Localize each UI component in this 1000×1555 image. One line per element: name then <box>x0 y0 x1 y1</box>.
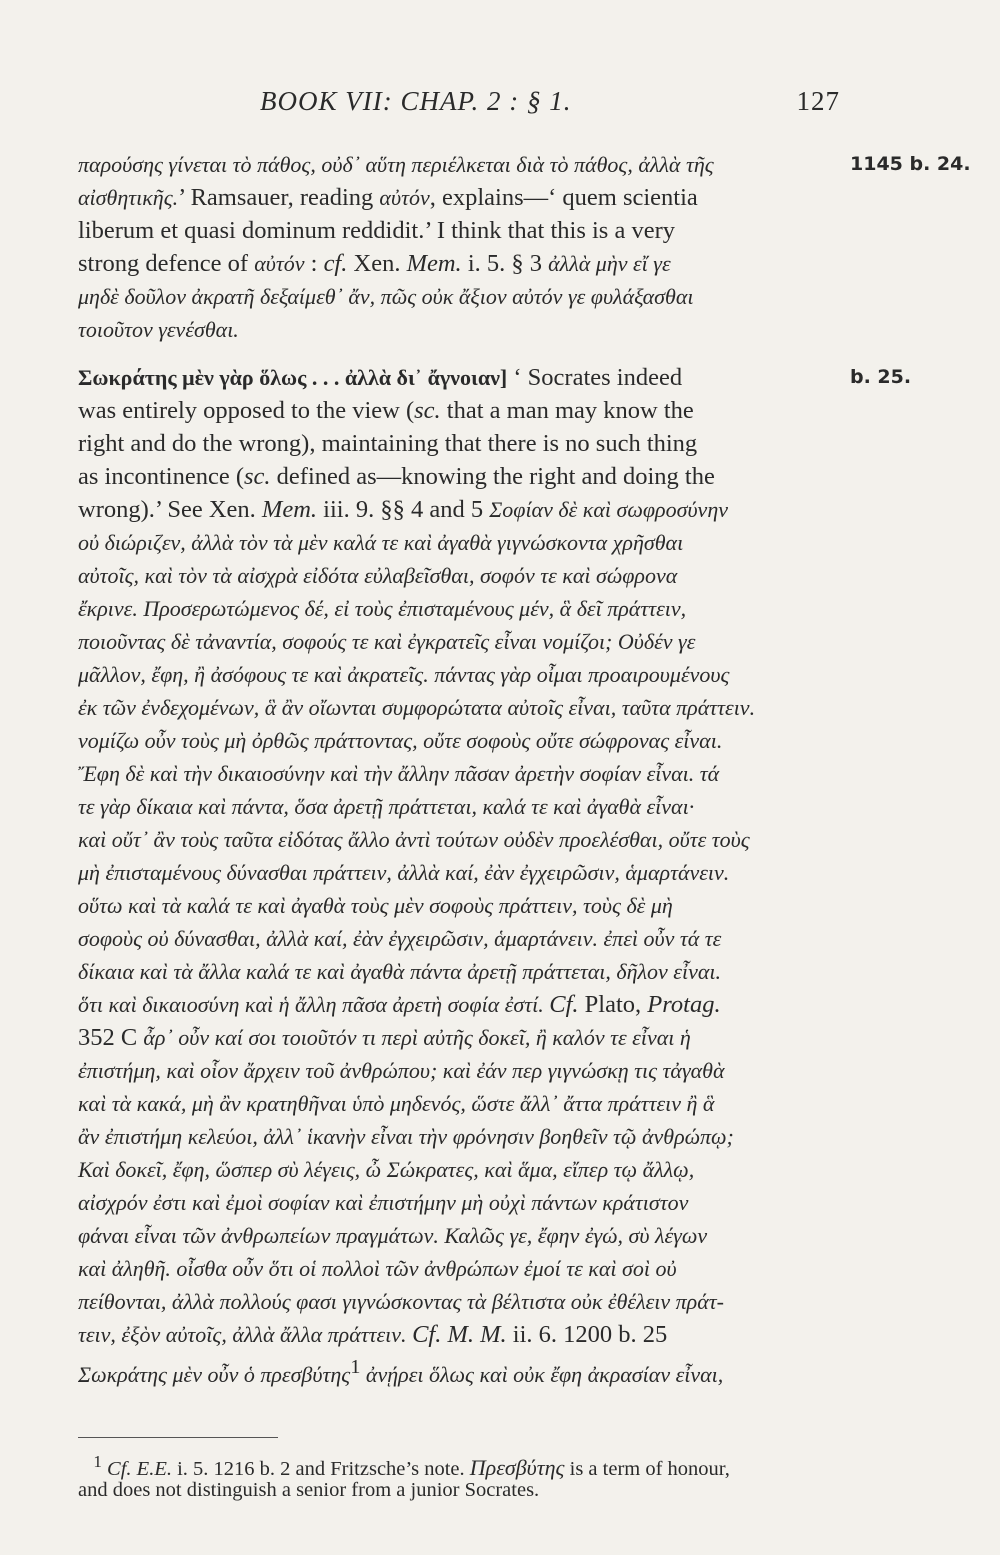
page-number: 127 <box>796 86 840 116</box>
text-line: πείθονται, ἀλλὰ πολλούς φασι γιγνώσκοντας τὰ βέλτιστα οὐκ ἐθέλειν πράτ- <box>78 1289 724 1314</box>
lemma-line: Σωκράτης μὲν γὰρ ὅλως . . . ἀλλὰ δι᾽ ἄγνοιαν] ‘ Socrates indeed b. 25. <box>78 361 840 394</box>
text-line: δίκαια καὶ τὰ ἄλλα καλά τε καὶ ἀγαθὰ πάντα ἀρετῇ πράττεται, δῆλον εἶναι. <box>78 959 722 984</box>
margin-reference: 1145 b. 24. <box>850 153 971 175</box>
text-line: μηδὲ δοῦλον ἀκρατῆ δεξαίμεθ᾽ ἄν, πῶς οὐκ ἄξιον αὐτόν γε φυλάξασθαι <box>78 284 694 309</box>
text-line: τοιοῦτον γενέσθαι. <box>78 317 239 342</box>
text-line: liberum et quasi dominum reddidit.’ I think that this is a very <box>78 217 675 244</box>
text-line: καὶ τὰ κακά, μὴ ἂν κρατηθῆναι ὑπὸ μηδενός, ὥστε ἄλλ᾽ ἄττα πράττειν ἢ ἃ <box>78 1091 715 1116</box>
text-line: καὶ οὔτ᾽ ἂν τοὺς ταῦτα εἰδότας ἄλλο ἀντὶ τούτων οὐδὲν προελέσθαι, οὔτε τοὺς <box>78 827 750 852</box>
footnote-line: $^1$ Cf. E.E. i. 5. 1216 b. 2 and Fritzsche’s note. Πρεσβύτης is a term of honour, <box>93 1452 730 1480</box>
text-line: ὅτι καὶ δικαιοσύνη καὶ ἡ ἄλλη πᾶσα ἀρετὴ σοφία ἐστί. Cf. Plato, Protag. <box>78 991 721 1018</box>
text-line: Καὶ δοκεῖ, ἔφη, ὥσπερ σὺ λέγεις, ὦ Σώκρατες, καὶ ἅμα, εἴπερ τῳ ἄλλῳ, <box>78 1157 695 1182</box>
text-line: ἐπιστήμη, καὶ οἷον ἄρχειν τοῦ ἀνθρώπου; καὶ ἐάν περ γιγνώσκῃ τις τἀγαθὰ <box>78 1058 725 1083</box>
text-line: οὕτω καὶ τὰ καλά τε καὶ ἀγαθὰ τοὺς μὲν σοφοὺς πράττειν, τοὺς δὲ μὴ <box>78 893 673 918</box>
footnote-marker: 1 <box>350 1356 361 1378</box>
text-line: wrong).’ See Xen. Mem. iii. 9. §§ 4 and 5 Σοφίαν δὲ καὶ σωφροσύνην <box>78 496 728 523</box>
footnote-line: and does not distinguish a senior from a junior Socrates. <box>78 1479 540 1501</box>
lemma: Σωκράτης μὲν γὰρ ὅλως . . . ἀλλὰ δι᾽ ἄγνοιαν] <box>78 365 508 390</box>
footnotes <box>78 1437 840 1504</box>
text-line: τειν, ἐξὸν αὐτοῖς, ἀλλὰ ἄλλα πράττειν. Cf. M. M. ii. 6. 1200 b. 25 <box>78 1321 668 1348</box>
running-title: BOOK VII: CHAP. 2 : § 1. <box>260 86 572 116</box>
text-line: ποιοῦντας δὲ τἀναντία, σοφούς τε καὶ ἐγκρατεῖς εἶναι νομίζοι; Οὐδέν γε <box>78 629 696 654</box>
text-line: Σωκράτης μὲν οὖν ὁ πρεσβύτης$^1$ ἀνῄρει ὅλως καὶ οὐκ ἔφη ἀκρασίαν εἶναι, <box>78 1356 724 1388</box>
text-line: ἐκ τῶν ἐνδεχομένων, ἃ ἂν οἴωνται συμφορώτατα αὐτοῖς εἶναι, ταῦτα πράττειν. <box>78 695 756 720</box>
text-line: strong defence of αὐτόν : cf. Xen. Mem. i. 5. § 3 ἀλλὰ μὴν εἴ γε <box>78 250 671 277</box>
text-line: σοφοὺς οὐ δύνασθαι, ἀλλὰ καί, ἐὰν ἐγχειρῶσιν, ἁμαρτάνειν. ἐπεὶ οὖν τά τε <box>78 926 722 951</box>
text-line: right and do the wrong), maintaining that there is no such thing <box>78 430 698 457</box>
text-line: παρούσης γίνεται τὸ πάθος, οὐδ᾽ αὕτη περιέλκεται διὰ τὸ πάθος, ἀλλὰ τῆς 1145 b. 24. <box>78 148 840 181</box>
text-line: μᾶλλον, ἔφη, ἢ ἀσόφους τε καὶ ἀκρατεῖς. πάντας γὰρ οἶμαι προαιρουμένους <box>78 662 730 687</box>
running-header <box>260 86 840 117</box>
text-line: μὴ ἐπισταμένους δύνασθαι πράττειν, ἀλλὰ καί, ἐὰν ἐγχειρῶσιν, ἁμαρτάνειν. <box>78 860 730 885</box>
text-line: φάναι εἶναι τῶν ἀνθρωπείων πραγμάτων. Καλῶς γε, ἔφην ἐγώ, σὺ λέγων <box>78 1223 708 1248</box>
text-line: τε γὰρ δίκαια καὶ πάντα, ὅσα ἀρετῇ πράττεται, καλά τε καὶ ἀγαθὰ εἶναι· <box>78 794 695 819</box>
text-line: was entirely opposed to the view (sc. that a man may know the <box>78 397 694 424</box>
text-line: οὐ διώριζεν, ἀλλὰ τὸν τὰ μὲν καλά τε καὶ ἀγαθὰ γιγνώσκοντα χρῆσθαι <box>78 530 684 555</box>
text-line: ἔκρινε. Προσερωτώμενος δέ, εἰ τοὺς ἐπισταμένους μέν, ἃ δεῖ πράττειν, <box>78 596 687 621</box>
text-line: αἰσθητικῆς.’ Ramsauer, reading αὐτόν, explains—‘ quem scientia <box>78 184 698 211</box>
text-line: καὶ ἀληθῆ. οἶσθα οὖν ὅτι οἱ πολλοὶ τῶν ἀνθρώπων ἐμοί τε καὶ σοὶ οὐ <box>78 1256 677 1281</box>
text-line: as incontinence (sc. defined as—knowing the right and doing the <box>78 463 715 490</box>
footnote-rule <box>78 1437 278 1438</box>
text-line: νομίζω οὖν τοὺς μὴ ὀρθῶς πράττοντας, οὔτε σοφοὺς οὔτε σώφρονας εἶναι. <box>78 728 723 753</box>
text-line: 352 C ἆρ᾽ οὖν καί σοι τοιοῦτόν τι περὶ αὐτῆς δοκεῖ, ἢ καλόν τε εἶναι ἡ <box>78 1024 691 1051</box>
text-line: Ἔφη δὲ καὶ τὴν δικαιοσύνην καὶ τὴν ἄλλην πᾶσαν ἀρετὴν σοφίαν εἶναι. τά <box>78 761 720 786</box>
text-line: αἰσχρόν ἐστι καὶ ἐμοὶ σοφίαν καὶ ἐπιστήμην μὴ οὐχὶ πάντων κράτιστον <box>78 1190 689 1215</box>
text-line: αὐτοῖς, καὶ τὸν τὰ αἰσχρὰ εἰδότα εὐλαβεῖσθαι, σοφόν τε καὶ σώφρονα <box>78 563 678 588</box>
margin-reference: b. 25. <box>850 366 912 388</box>
text-line: ἂν ἐπιστήμη κελεύοι, ἀλλ᾽ ἱκανὴν εἶναι τὴν φρόνησιν βοηθεῖν τῷ ἀνθρώπῳ; <box>78 1124 734 1149</box>
commentary-body <box>78 148 971 1388</box>
